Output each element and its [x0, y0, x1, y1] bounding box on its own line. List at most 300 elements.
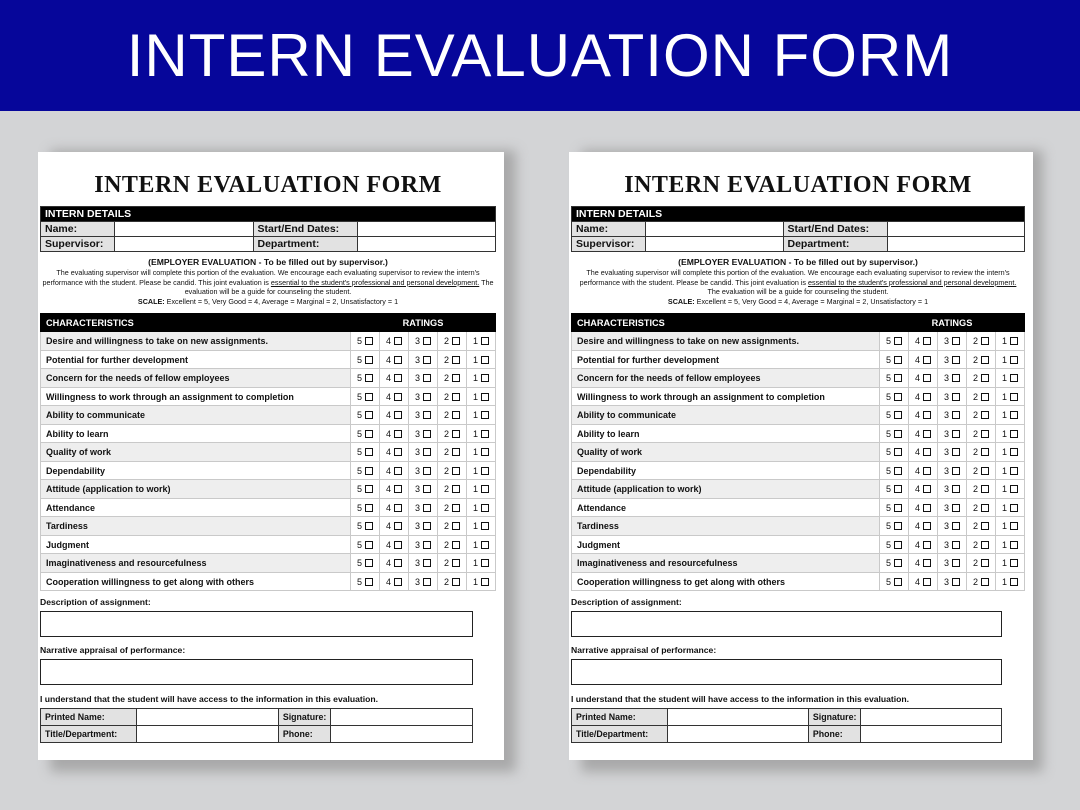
rating-checkbox[interactable]	[981, 337, 989, 345]
rating-checkbox[interactable]	[981, 393, 989, 401]
rating-checkbox[interactable]	[365, 578, 373, 586]
rating-checkbox[interactable]	[1010, 337, 1018, 345]
rating-option[interactable]	[967, 350, 996, 369]
rating-option[interactable]	[380, 332, 409, 351]
rating-checkbox[interactable]	[365, 430, 373, 438]
rating-option[interactable]	[880, 461, 909, 480]
rating-checkbox[interactable]	[894, 559, 902, 567]
rating-option[interactable]	[380, 554, 409, 573]
rating-checkbox[interactable]	[1010, 374, 1018, 382]
rating-option[interactable]	[467, 424, 496, 443]
rating-option[interactable]	[351, 406, 380, 425]
rating-checkbox[interactable]	[952, 559, 960, 567]
rating-option[interactable]	[938, 443, 967, 462]
rating-option[interactable]	[938, 369, 967, 388]
rating-option[interactable]	[467, 480, 496, 499]
rating-option[interactable]	[467, 554, 496, 573]
rating-checkbox[interactable]	[423, 374, 431, 382]
rating-option[interactable]	[909, 480, 938, 499]
rating-option[interactable]	[467, 572, 496, 591]
rating-checkbox[interactable]	[981, 430, 989, 438]
rating-checkbox[interactable]	[952, 448, 960, 456]
rating-option[interactable]	[467, 387, 496, 406]
rating-option[interactable]	[351, 572, 380, 591]
rating-checkbox[interactable]	[923, 448, 931, 456]
rating-checkbox[interactable]	[481, 393, 489, 401]
rating-checkbox[interactable]	[481, 430, 489, 438]
rating-option[interactable]	[880, 498, 909, 517]
rating-option[interactable]	[967, 461, 996, 480]
rating-checkbox[interactable]	[1010, 467, 1018, 475]
rating-checkbox[interactable]	[952, 356, 960, 364]
rating-checkbox[interactable]	[365, 485, 373, 493]
rating-option[interactable]	[467, 498, 496, 517]
rating-checkbox[interactable]	[423, 411, 431, 419]
rating-option[interactable]	[409, 369, 438, 388]
rating-option[interactable]	[996, 369, 1025, 388]
rating-option[interactable]	[409, 406, 438, 425]
name-field[interactable]	[646, 222, 784, 237]
rating-checkbox[interactable]	[952, 411, 960, 419]
rating-checkbox[interactable]	[423, 467, 431, 475]
rating-checkbox[interactable]	[981, 485, 989, 493]
rating-option[interactable]	[880, 535, 909, 554]
rating-checkbox[interactable]	[365, 393, 373, 401]
rating-option[interactable]	[380, 406, 409, 425]
rating-checkbox[interactable]	[452, 467, 460, 475]
rating-checkbox[interactable]	[923, 522, 931, 530]
rating-option[interactable]	[380, 350, 409, 369]
rating-option[interactable]	[409, 332, 438, 351]
rating-option[interactable]	[438, 332, 467, 351]
phone-field[interactable]	[861, 726, 1002, 743]
rating-checkbox[interactable]	[923, 356, 931, 364]
rating-checkbox[interactable]	[894, 356, 902, 364]
rating-checkbox[interactable]	[423, 430, 431, 438]
rating-checkbox[interactable]	[981, 504, 989, 512]
rating-checkbox[interactable]	[481, 578, 489, 586]
rating-option[interactable]	[880, 572, 909, 591]
rating-option[interactable]	[909, 387, 938, 406]
rating-option[interactable]	[967, 554, 996, 573]
rating-option[interactable]	[880, 387, 909, 406]
rating-checkbox[interactable]	[481, 504, 489, 512]
rating-option[interactable]	[438, 572, 467, 591]
printed-name-field[interactable]	[668, 709, 809, 726]
rating-checkbox[interactable]	[452, 559, 460, 567]
rating-checkbox[interactable]	[1010, 559, 1018, 567]
rating-checkbox[interactable]	[481, 411, 489, 419]
rating-checkbox[interactable]	[481, 374, 489, 382]
rating-option[interactable]	[967, 387, 996, 406]
rating-checkbox[interactable]	[452, 485, 460, 493]
rating-checkbox[interactable]	[365, 504, 373, 512]
rating-checkbox[interactable]	[952, 541, 960, 549]
rating-option[interactable]	[438, 406, 467, 425]
rating-option[interactable]	[467, 461, 496, 480]
rating-option[interactable]	[909, 517, 938, 536]
rating-checkbox[interactable]	[981, 541, 989, 549]
rating-checkbox[interactable]	[452, 522, 460, 530]
rating-option[interactable]	[409, 424, 438, 443]
rating-option[interactable]	[938, 554, 967, 573]
rating-option[interactable]	[380, 461, 409, 480]
rating-checkbox[interactable]	[452, 541, 460, 549]
rating-option[interactable]	[438, 424, 467, 443]
rating-checkbox[interactable]	[923, 411, 931, 419]
rating-option[interactable]	[409, 480, 438, 499]
rating-option[interactable]	[380, 387, 409, 406]
rating-checkbox[interactable]	[423, 541, 431, 549]
rating-option[interactable]	[351, 332, 380, 351]
rating-option[interactable]	[938, 498, 967, 517]
rating-option[interactable]	[351, 369, 380, 388]
rating-option[interactable]	[467, 443, 496, 462]
rating-checkbox[interactable]	[452, 356, 460, 364]
rating-checkbox[interactable]	[452, 337, 460, 345]
rating-checkbox[interactable]	[981, 411, 989, 419]
rating-option[interactable]	[909, 498, 938, 517]
rating-checkbox[interactable]	[365, 337, 373, 345]
rating-checkbox[interactable]	[394, 485, 402, 493]
rating-checkbox[interactable]	[981, 578, 989, 586]
rating-checkbox[interactable]	[481, 337, 489, 345]
rating-option[interactable]	[467, 535, 496, 554]
rating-checkbox[interactable]	[1010, 448, 1018, 456]
rating-option[interactable]	[467, 517, 496, 536]
narrative-field[interactable]	[40, 659, 473, 685]
rating-option[interactable]	[380, 572, 409, 591]
rating-option[interactable]	[438, 554, 467, 573]
rating-checkbox[interactable]	[952, 485, 960, 493]
rating-option[interactable]	[909, 535, 938, 554]
rating-checkbox[interactable]	[394, 578, 402, 586]
rating-checkbox[interactable]	[923, 504, 931, 512]
rating-option[interactable]	[438, 517, 467, 536]
rating-option[interactable]	[938, 572, 967, 591]
rating-option[interactable]	[467, 350, 496, 369]
title-department-field[interactable]	[137, 726, 279, 743]
rating-checkbox[interactable]	[365, 467, 373, 475]
rating-option[interactable]	[880, 369, 909, 388]
rating-checkbox[interactable]	[894, 504, 902, 512]
rating-option[interactable]	[967, 480, 996, 499]
rating-option[interactable]	[438, 480, 467, 499]
rating-checkbox[interactable]	[423, 393, 431, 401]
rating-checkbox[interactable]	[894, 430, 902, 438]
rating-option[interactable]	[938, 535, 967, 554]
rating-checkbox[interactable]	[952, 393, 960, 401]
rating-checkbox[interactable]	[923, 485, 931, 493]
rating-option[interactable]	[409, 498, 438, 517]
rating-checkbox[interactable]	[481, 541, 489, 549]
rating-option[interactable]	[938, 517, 967, 536]
rating-checkbox[interactable]	[894, 448, 902, 456]
rating-option[interactable]	[909, 350, 938, 369]
rating-checkbox[interactable]	[452, 393, 460, 401]
rating-checkbox[interactable]	[1010, 504, 1018, 512]
rating-option[interactable]	[880, 554, 909, 573]
rating-checkbox[interactable]	[452, 578, 460, 586]
rating-option[interactable]	[380, 424, 409, 443]
rating-checkbox[interactable]	[1010, 411, 1018, 419]
rating-option[interactable]	[909, 369, 938, 388]
rating-option[interactable]	[351, 443, 380, 462]
rating-option[interactable]	[967, 406, 996, 425]
rating-option[interactable]	[380, 535, 409, 554]
rating-checkbox[interactable]	[1010, 356, 1018, 364]
phone-field[interactable]	[331, 726, 473, 743]
rating-checkbox[interactable]	[894, 485, 902, 493]
rating-option[interactable]	[909, 461, 938, 480]
rating-checkbox[interactable]	[952, 467, 960, 475]
rating-checkbox[interactable]	[894, 337, 902, 345]
dates-field[interactable]	[357, 222, 496, 237]
rating-checkbox[interactable]	[394, 522, 402, 530]
rating-checkbox[interactable]	[1010, 430, 1018, 438]
rating-option[interactable]	[909, 332, 938, 351]
rating-checkbox[interactable]	[981, 522, 989, 530]
rating-option[interactable]	[351, 480, 380, 499]
rating-checkbox[interactable]	[894, 467, 902, 475]
rating-option[interactable]	[438, 461, 467, 480]
rating-option[interactable]	[996, 517, 1025, 536]
rating-option[interactable]	[938, 387, 967, 406]
rating-option[interactable]	[880, 350, 909, 369]
rating-option[interactable]	[880, 443, 909, 462]
supervisor-field[interactable]	[646, 237, 784, 252]
rating-checkbox[interactable]	[423, 356, 431, 364]
rating-option[interactable]	[351, 461, 380, 480]
rating-option[interactable]	[351, 387, 380, 406]
rating-checkbox[interactable]	[394, 411, 402, 419]
rating-option[interactable]	[909, 554, 938, 573]
name-field[interactable]	[115, 222, 254, 237]
rating-checkbox[interactable]	[481, 448, 489, 456]
rating-option[interactable]	[438, 498, 467, 517]
rating-option[interactable]	[438, 350, 467, 369]
rating-checkbox[interactable]	[923, 430, 931, 438]
rating-checkbox[interactable]	[394, 337, 402, 345]
rating-option[interactable]	[996, 387, 1025, 406]
rating-checkbox[interactable]	[365, 541, 373, 549]
rating-option[interactable]	[438, 535, 467, 554]
rating-checkbox[interactable]	[365, 522, 373, 530]
rating-option[interactable]	[967, 535, 996, 554]
rating-checkbox[interactable]	[423, 504, 431, 512]
rating-option[interactable]	[967, 443, 996, 462]
rating-checkbox[interactable]	[894, 393, 902, 401]
rating-option[interactable]	[351, 350, 380, 369]
rating-checkbox[interactable]	[981, 559, 989, 567]
rating-checkbox[interactable]	[394, 559, 402, 567]
rating-option[interactable]	[996, 350, 1025, 369]
description-field[interactable]	[571, 611, 1002, 637]
rating-checkbox[interactable]	[394, 541, 402, 549]
rating-option[interactable]	[909, 572, 938, 591]
rating-option[interactable]	[996, 554, 1025, 573]
rating-checkbox[interactable]	[923, 374, 931, 382]
rating-option[interactable]	[380, 369, 409, 388]
rating-checkbox[interactable]	[923, 337, 931, 345]
rating-option[interactable]	[351, 498, 380, 517]
rating-option[interactable]	[351, 535, 380, 554]
printed-name-field[interactable]	[137, 709, 279, 726]
rating-checkbox[interactable]	[481, 485, 489, 493]
rating-checkbox[interactable]	[365, 374, 373, 382]
rating-option[interactable]	[438, 369, 467, 388]
rating-option[interactable]	[938, 332, 967, 351]
rating-option[interactable]	[351, 554, 380, 573]
rating-option[interactable]	[409, 350, 438, 369]
rating-option[interactable]	[938, 350, 967, 369]
rating-option[interactable]	[938, 424, 967, 443]
rating-option[interactable]	[380, 498, 409, 517]
rating-option[interactable]	[996, 480, 1025, 499]
rating-checkbox[interactable]	[923, 541, 931, 549]
rating-checkbox[interactable]	[1010, 522, 1018, 530]
rating-checkbox[interactable]	[481, 559, 489, 567]
rating-option[interactable]	[409, 443, 438, 462]
rating-checkbox[interactable]	[1010, 485, 1018, 493]
rating-checkbox[interactable]	[423, 522, 431, 530]
rating-option[interactable]	[409, 535, 438, 554]
signature-field[interactable]	[331, 709, 473, 726]
rating-option[interactable]	[909, 406, 938, 425]
rating-checkbox[interactable]	[423, 337, 431, 345]
rating-checkbox[interactable]	[923, 578, 931, 586]
rating-checkbox[interactable]	[365, 448, 373, 456]
rating-checkbox[interactable]	[423, 559, 431, 567]
dates-field[interactable]	[887, 222, 1025, 237]
rating-option[interactable]	[380, 480, 409, 499]
rating-checkbox[interactable]	[923, 467, 931, 475]
rating-option[interactable]	[880, 332, 909, 351]
rating-option[interactable]	[996, 406, 1025, 425]
rating-option[interactable]	[967, 498, 996, 517]
rating-checkbox[interactable]	[394, 374, 402, 382]
rating-option[interactable]	[467, 332, 496, 351]
rating-option[interactable]	[380, 443, 409, 462]
rating-checkbox[interactable]	[894, 522, 902, 530]
rating-option[interactable]	[351, 517, 380, 536]
rating-option[interactable]	[438, 387, 467, 406]
rating-option[interactable]	[967, 572, 996, 591]
rating-checkbox[interactable]	[394, 430, 402, 438]
title-department-field[interactable]	[668, 726, 809, 743]
rating-checkbox[interactable]	[952, 374, 960, 382]
rating-option[interactable]	[880, 424, 909, 443]
rating-checkbox[interactable]	[394, 504, 402, 512]
rating-checkbox[interactable]	[452, 374, 460, 382]
rating-option[interactable]	[996, 461, 1025, 480]
rating-option[interactable]	[467, 406, 496, 425]
rating-option[interactable]	[967, 517, 996, 536]
rating-checkbox[interactable]	[423, 578, 431, 586]
rating-option[interactable]	[996, 332, 1025, 351]
rating-option[interactable]	[909, 424, 938, 443]
rating-checkbox[interactable]	[952, 337, 960, 345]
rating-option[interactable]	[380, 517, 409, 536]
rating-checkbox[interactable]	[952, 578, 960, 586]
rating-checkbox[interactable]	[481, 356, 489, 364]
rating-option[interactable]	[409, 517, 438, 536]
rating-option[interactable]	[996, 535, 1025, 554]
rating-option[interactable]	[467, 369, 496, 388]
rating-checkbox[interactable]	[481, 467, 489, 475]
rating-option[interactable]	[967, 424, 996, 443]
rating-checkbox[interactable]	[394, 448, 402, 456]
rating-checkbox[interactable]	[452, 448, 460, 456]
rating-checkbox[interactable]	[423, 485, 431, 493]
rating-option[interactable]	[409, 387, 438, 406]
rating-option[interactable]	[967, 369, 996, 388]
rating-checkbox[interactable]	[894, 541, 902, 549]
department-field[interactable]	[887, 237, 1025, 252]
rating-checkbox[interactable]	[952, 522, 960, 530]
rating-checkbox[interactable]	[394, 467, 402, 475]
rating-checkbox[interactable]	[923, 393, 931, 401]
rating-checkbox[interactable]	[452, 430, 460, 438]
supervisor-field[interactable]	[115, 237, 254, 252]
rating-option[interactable]	[880, 480, 909, 499]
rating-checkbox[interactable]	[481, 522, 489, 530]
rating-checkbox[interactable]	[981, 374, 989, 382]
rating-checkbox[interactable]	[365, 559, 373, 567]
rating-checkbox[interactable]	[981, 467, 989, 475]
rating-option[interactable]	[967, 332, 996, 351]
signature-field[interactable]	[861, 709, 1002, 726]
rating-checkbox[interactable]	[452, 504, 460, 512]
rating-checkbox[interactable]	[894, 578, 902, 586]
rating-checkbox[interactable]	[981, 448, 989, 456]
rating-checkbox[interactable]	[981, 356, 989, 364]
department-field[interactable]	[357, 237, 496, 252]
rating-checkbox[interactable]	[365, 356, 373, 364]
rating-option[interactable]	[409, 554, 438, 573]
rating-checkbox[interactable]	[452, 411, 460, 419]
rating-checkbox[interactable]	[952, 504, 960, 512]
rating-checkbox[interactable]	[894, 374, 902, 382]
rating-option[interactable]	[438, 443, 467, 462]
rating-checkbox[interactable]	[894, 411, 902, 419]
rating-checkbox[interactable]	[1010, 578, 1018, 586]
rating-option[interactable]	[996, 498, 1025, 517]
rating-option[interactable]	[351, 424, 380, 443]
rating-option[interactable]	[880, 517, 909, 536]
rating-checkbox[interactable]	[1010, 393, 1018, 401]
rating-checkbox[interactable]	[365, 411, 373, 419]
rating-checkbox[interactable]	[423, 448, 431, 456]
rating-option[interactable]	[996, 424, 1025, 443]
rating-checkbox[interactable]	[1010, 541, 1018, 549]
rating-option[interactable]	[938, 406, 967, 425]
rating-option[interactable]	[996, 572, 1025, 591]
rating-checkbox[interactable]	[952, 430, 960, 438]
rating-checkbox[interactable]	[923, 559, 931, 567]
narrative-field[interactable]	[571, 659, 1002, 685]
rating-option[interactable]	[938, 480, 967, 499]
rating-option[interactable]	[909, 443, 938, 462]
description-field[interactable]	[40, 611, 473, 637]
rating-option[interactable]	[409, 572, 438, 591]
rating-option[interactable]	[996, 443, 1025, 462]
rating-option[interactable]	[938, 461, 967, 480]
rating-checkbox[interactable]	[394, 393, 402, 401]
rating-option[interactable]	[409, 461, 438, 480]
rating-option[interactable]	[880, 406, 909, 425]
rating-checkbox[interactable]	[394, 356, 402, 364]
